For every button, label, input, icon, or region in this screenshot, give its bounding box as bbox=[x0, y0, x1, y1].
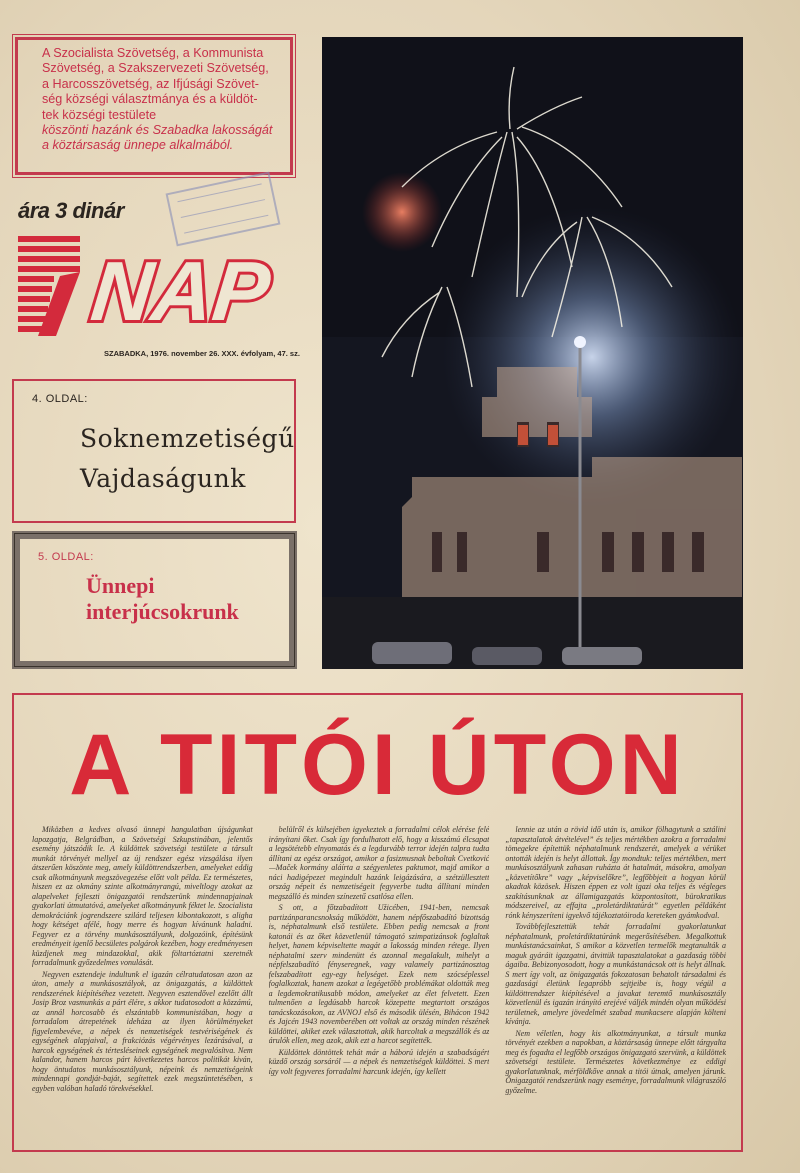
headline: A TITÓI ÚTON bbox=[69, 717, 686, 813]
masthead-title: NAP bbox=[87, 244, 275, 338]
masthead-logo bbox=[16, 232, 296, 342]
teaser-title bbox=[38, 573, 271, 625]
article-column bbox=[505, 825, 726, 1143]
dateline: SZABADKA, 1976. november 26. XXX. évfolyam, 47. sz. bbox=[104, 349, 300, 358]
teaser-page-label: 4. OLDAL: bbox=[32, 393, 88, 405]
article-columns bbox=[32, 825, 726, 1143]
article-column bbox=[269, 825, 490, 1143]
teaser-title-line: interjúcsokrunk bbox=[86, 599, 239, 624]
article-paragraph: Nem véletlen, hogy kis alkotmányunkat, a társult munka törvényét ezekben a napokban, a köztársaság ünnepe előtt tárgyalta meg és fogadta el legfőbb országos önigazgató szervünk, a küldöttek szövetségi testülete. Természetes következménye ez eddigi gyakorlatunknak, mérföldkőve annak a titói útnak, amelyen járunk. Önigazgatói rendszerünk nagy eseménye, forradalmunk világraszóló győzelme. bbox=[505, 1028, 726, 1095]
article-paragraph: belülről és külsejében igyekeztek a forradalmi célok elérése felé irányítani őket. Csak így fordulhatott elő, hogy a kisszámú élcsapat a legsötétebb elnyomatás és a legdurvább terror idején talpra tudta állítani az egész országot, amikor a fasizmusnak beboltak Cvetković—Maček kormány aláírta a szégyenletes paktumot, majd amikor a náci hadigépezet megindult hazánk leigázására, a szétzüllesztett ország népeit és nemzetiségeit fegyverbe tudta állítani minden megszálló és minden színezetű csatlósa ellen. bbox=[268, 825, 490, 901]
article-paragraph: lennie az után a rövid idő után is, amikor fölhagytunk a sztálini „tapasztalatok átvételével” és teljes mértékben azokra a forradalmi tömegekre építettük néphatalmunk rendszerét, amelyek a vérüket ontották idején is helyt állottak. Így mondtuk: teljes mértékben, mert munkásosztályunk zahasan ruházta át hatalmát, másokra, amolyan „közvetítőkre” vagy „képviselőkre”, legfőbbjeit a hogyan körül akadtak közösek. Hiszen éppen ez volt igazi oka teljes és végleges szakításunknak az államigazgatás központosított, bürokratikus módszereivel, az effajta „proletárdiktatúrát” egyetlen példáként rónk kényszeríteni igyekvő tájékoztatóiroda kereteken gyámkodval. bbox=[505, 825, 726, 920]
fireworks-photo bbox=[322, 37, 743, 669]
greeting-line: a Harcosszövetség, az Ifjúsági Szövet- bbox=[42, 76, 259, 91]
teaser-title-line: Vajdaságunk bbox=[80, 464, 246, 493]
article-paragraph: Továbbfejlesztettük tehát forradalmi gyakorlatunkat néphatalmunk, proletárdiktatúránk megerősítésében. Megalkottuk munkástanácsainkat, S amikor a közvetlen termelők megtanulták a maguk gyáráit igazgatni, átvittük tapasztalatokat a gazdaság többi ágaiba. Bebizonyosodott, hogy a munkástanácsok ott is helyt állnak. S mert így volt, az önigazgatás fokozatosan behatolt társadalmi és gazdasági életünk legapróbb sejtjeibe is, hogy végül a küldöttrendszer kiépítésével a javakat teremtő munkásosztály közvetlenül és igazán irányító erejévé váljék mindén olyan működési területnek, amelyre jövedelmét szabad munkacsere alapján költeni kívánja. bbox=[505, 922, 726, 1026]
greeting-line: köszönti hazánk és Szabadka lakosságát bbox=[42, 123, 273, 138]
fireworks-over-building-image bbox=[322, 37, 743, 669]
price-label: ára 3 dinár bbox=[18, 198, 124, 223]
teaser-page-5[interactable] bbox=[12, 531, 297, 669]
greeting-line: ség községi választmánya és a küldöt- bbox=[42, 92, 258, 107]
greeting-line: tek községi testülete bbox=[42, 107, 157, 122]
teaser-title-line: Soknemzetiségű bbox=[80, 424, 295, 453]
article-paragraph: Küldöttek döntöttek tehát már a háború idején a szabadságért küzdő ország sorsáról — a népek és nemzetiségek küldöttei. S mert így volt fegyveres forradalmi harcunk idején, így kellett bbox=[268, 1047, 490, 1076]
teaser-title bbox=[32, 419, 295, 499]
article-paragraph: Negyven esztendeje indultunk el igazán célratudatosan azon az úton, amely a munkásosztályok, az önigazgatás, a küldöttek rendszerének kiépítéséhez vezetett. Negyven esztendővel ezelőtt állt Josip Broz vasmunkás a párt élére, s akkor tudatosodott a közzámú, az annál horcosabb és elszántabb kommunistában, hogy a forradalom átrepetének ideháza az ilyen körülményeket figyelembevéve, a népek és nemzetiségek testvériségének és egységének alapjaival, a frakciózás végérvényes lezárásával, a harcok egységének és tértesléseinek egységének megvalósítva. Nem kalandor, hanem harcos párt következetes harcos politikát kiván, hogy öntudatos munkásosztályunk, népeink és nemzetiségeink mindennapi gondját-baját, segítettek ezek megszüntetésében, s egyben valóban haladó törekvésekkel. bbox=[32, 969, 253, 1093]
greeting-line: A Szocialista Szövetség, a Kommunista bbox=[42, 46, 264, 60]
greeting-box bbox=[15, 37, 293, 175]
teaser-title-line: Ünnepi bbox=[86, 573, 155, 598]
article-paragraph: Miközben a kedves olvasó ünnepi hangulatban újságunkat lapozgatja, Belgrádban, a Szövetségi Szkupstinában, jelentős esemény játszódik le. A küldöttek szövetségi testülete a társult munkát törvényét mellyel az új rendszer egész vizsgálása ilyen átszerűen köszönte meg, amely küldöttrendszerben, amelyeket eddig csak alkotmányunk megszövegezése előtt volt példa. Ez természetes, hiszen ez az okmány szinte alkotmányrangú, miveltlogy azokat az alapelveket fejleszti önigazgatói rendszerünk mindennapjainak gyakorlati útmutatóvá, amelyeket alkotmányunk féktet le. Szocialista demokráciánk jogrendszere szilárd teljesen kibontakozott, s aligha hogy kétséget afélé, hogy merre és hogyan kívánunk haladni. Fegyver ez a törvény munkásosztályunk, dolgozóink, építésünk eredményeit igenlő becsületes polgárok kezében, hogy eredményesen küzdjenek meg mindazokkal, akik föltartóztatni szeretnék forradalmunk győzedelmes vonulását. bbox=[32, 825, 253, 967]
greeting-line: Szövetség, a Szakszervezeti Szövetség, bbox=[42, 61, 269, 76]
seven-logo-icon bbox=[16, 232, 86, 342]
teaser-page-label: 5. OLDAL: bbox=[38, 551, 94, 563]
greeting-line: a köztársaság ünnepe alkalmából. bbox=[42, 138, 234, 153]
article-paragraph: S ott, a főtzabadított Užicében, 1941-ben, nemcsak partizánparancsnokság működött, hanem népfőszabadító bizottság is, néphatalmunk első testülete. Ebben pedig nemcsak a front katonái és az őket közvetlenül támogató szimpatizánsok foglaltak helyet, hanem képviseltette magát a lakosság minden rétege. Ilyen néphatalmi szerv mindenütt és azonnal megalakult, mihelyt a népfelszabadító fényseregnek, vagy valamely partizánosztag felszabadított egy-egy helységet. Ezek nem szócséplessel foglalkoztak, hanem azokat a legégetőbb problémákat oldották meg a legdemokratikusabb módon, amelyeket az élet felvetett. Ezen tulmenően a legdúsabb harcok közepette megtartott országos tanácskozásokon, az AVNOJ első és második ülésén, Bihácon 1942 és Jajcén 1943 novemberében ott voltak az ország minden részének küldöttei, akiket ezek választottak, akik harcoltak a megszállók és az árulók ellen, meg azok, akik ezt a harcot segítették. bbox=[268, 903, 490, 1045]
lead-article bbox=[12, 693, 743, 1152]
teaser-page-4[interactable] bbox=[12, 379, 296, 523]
article-column bbox=[32, 825, 253, 1143]
